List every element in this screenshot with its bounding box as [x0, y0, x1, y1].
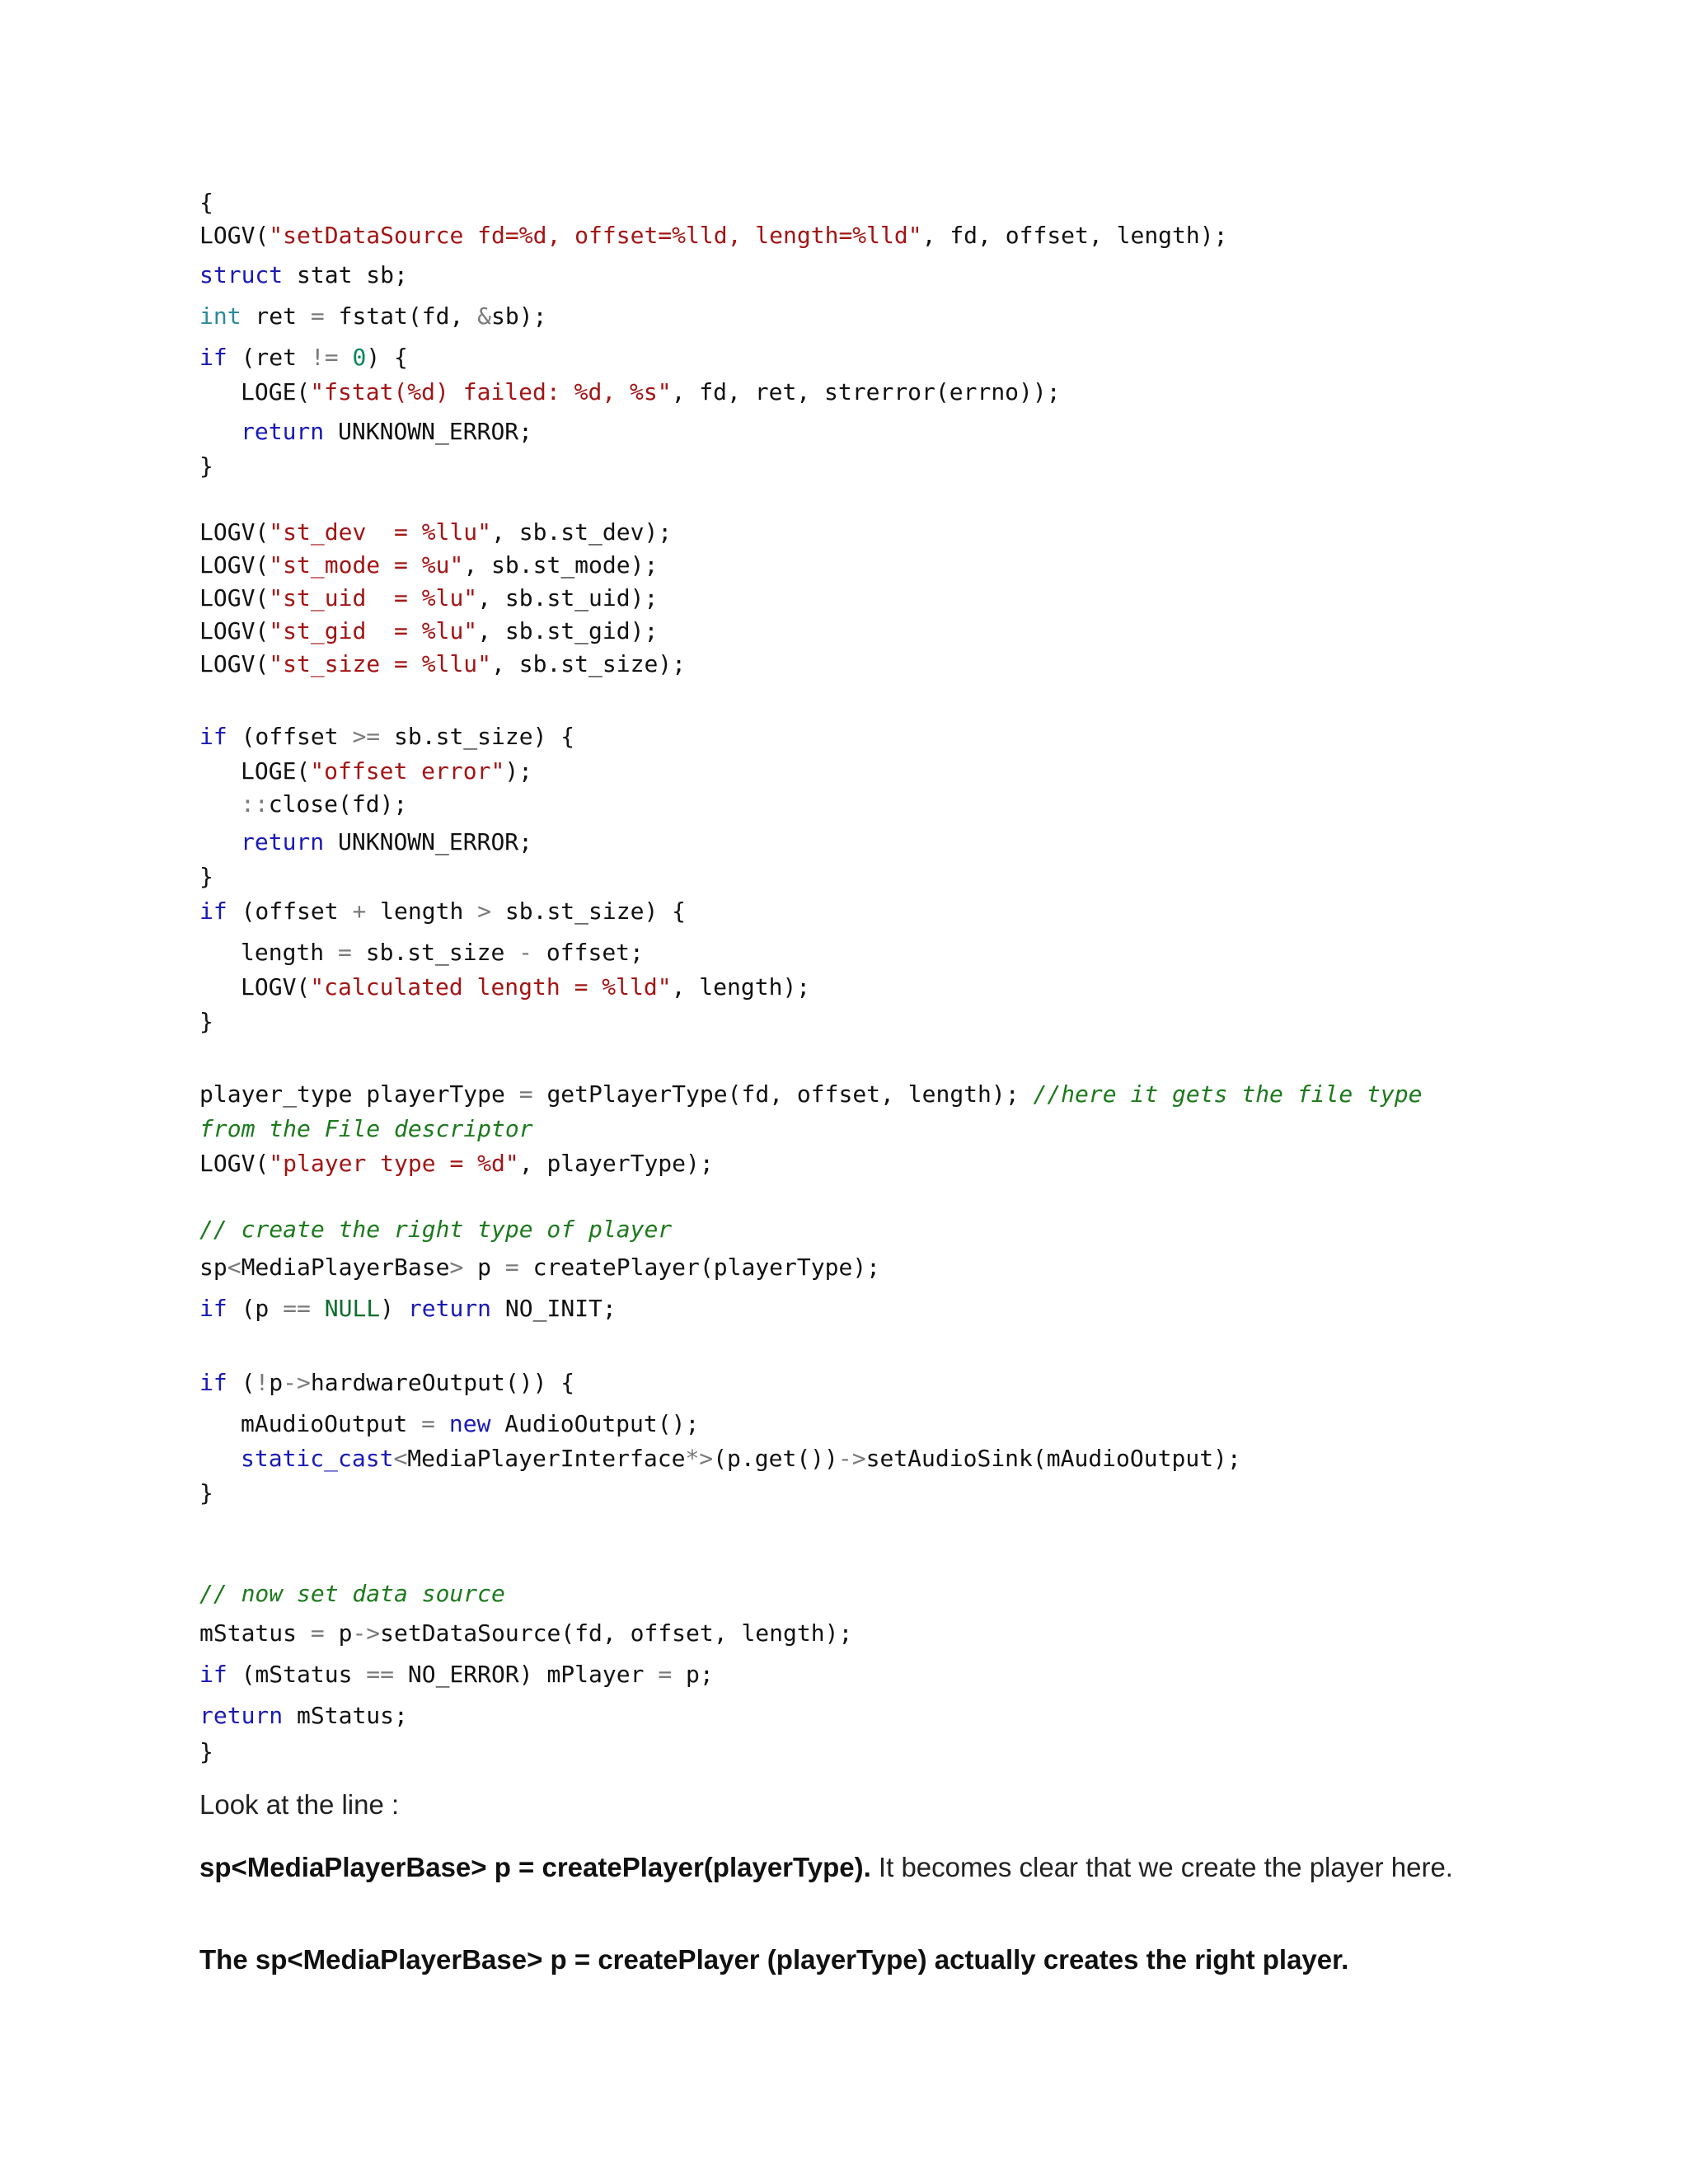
code-token: "st_uid = %lu"	[269, 584, 478, 612]
code-token: return	[241, 828, 325, 855]
code-token: "setDataSource fd=%d, offset=%lld, length=%lld"	[269, 222, 922, 249]
code-token: LOGV(	[241, 973, 311, 1001]
code-token: , sb.st_uid);	[477, 584, 659, 612]
code-line	[241, 1409, 699, 1439]
code-token: LOGV(	[199, 617, 270, 644]
code-line	[199, 1215, 672, 1244]
code-line	[241, 938, 644, 968]
code-token: }	[199, 1479, 213, 1507]
code-token: "st_size = %llu"	[269, 650, 492, 677]
code-token: // now set data source	[199, 1580, 505, 1607]
code-token: =	[310, 302, 325, 330]
code-token: (mStatus	[227, 1661, 367, 1688]
conclusion-paragraph	[199, 1945, 1617, 1975]
code-token: close(fd);	[268, 790, 408, 818]
code-reference-bold: sp<MediaPlayerBase> p = createPlayer(playerType).	[199, 1852, 871, 1882]
code-token: if	[199, 1661, 227, 1688]
code-token: ->	[283, 1369, 311, 1396]
conclusion-bold: The sp<MediaPlayerBase> p = createPlayer (playerType) actually creates the right player.	[199, 1944, 1349, 1975]
code-token: if	[199, 1369, 227, 1396]
code-line	[241, 1444, 1241, 1474]
code-token: !	[255, 1369, 270, 1396]
code-line	[241, 790, 407, 819]
code-token: ) {	[366, 344, 408, 371]
code-token: );	[504, 757, 533, 785]
code-token: player_type playerType	[199, 1080, 519, 1108]
code-token: static_cast	[241, 1445, 394, 1472]
code-token: , fd, offset, length);	[921, 222, 1228, 249]
code-token: return	[241, 418, 325, 445]
code-token: from the File descriptor	[199, 1115, 533, 1142]
code-line	[199, 1080, 1422, 1109]
code-token: AudioOutput();	[490, 1410, 700, 1437]
explanation-text: It becomes clear that we create the player here.	[870, 1852, 1453, 1882]
code-token: =	[338, 939, 352, 966]
code-token: "fstat(%d) failed: %d, %s"	[310, 378, 672, 405]
code-line	[241, 377, 1061, 407]
look-at-line-text: Look at the line :	[199, 1789, 400, 1820]
code-line	[199, 518, 672, 547]
code-line	[199, 1368, 574, 1398]
code-token: "st_gid = %lu"	[269, 617, 478, 644]
code-token: =	[504, 1254, 519, 1281]
code-token: "st_mode = %u"	[269, 551, 464, 579]
code-line	[199, 1253, 880, 1282]
code-token: NO_INIT;	[491, 1295, 617, 1322]
code-token: }	[199, 1008, 213, 1035]
code-token: "st_dev = %llu"	[269, 518, 492, 546]
code-token: "calculated length = %lld"	[310, 973, 672, 1001]
code-token: NULL	[324, 1295, 381, 1322]
code-token: ret	[241, 302, 311, 330]
code-line	[199, 1660, 714, 1690]
explanation-paragraph	[199, 1853, 1518, 1882]
code-token: return	[199, 1702, 284, 1729]
code-token: >	[449, 1254, 464, 1281]
code-line	[199, 862, 213, 892]
code-token: (	[227, 1369, 256, 1396]
code-line	[199, 1619, 852, 1648]
code-token: , playerType);	[518, 1150, 714, 1177]
code-token: UNKNOWN_ERROR;	[324, 418, 533, 445]
code-token: offset;	[532, 939, 644, 966]
code-token: , length);	[671, 973, 811, 1001]
code-token: >=	[352, 723, 381, 750]
code-token: =	[518, 1080, 533, 1108]
code-line	[199, 1737, 213, 1767]
code-token: sb.st_size	[351, 939, 519, 966]
code-token: <	[227, 1254, 241, 1281]
code-token: int	[199, 302, 241, 330]
code-line	[199, 1007, 213, 1037]
code-token: =	[310, 1619, 325, 1647]
code-token: }	[199, 863, 213, 890]
code-token: if	[199, 898, 227, 925]
code-line	[199, 722, 574, 752]
code-token: p;	[672, 1661, 714, 1688]
code-token: ::	[241, 790, 269, 818]
code-token: (ret	[227, 344, 311, 371]
code-line	[199, 1149, 714, 1179]
code-token: , sb.st_gid);	[477, 617, 659, 644]
code-token: (p.get())	[713, 1445, 838, 1472]
code-line	[199, 1701, 408, 1731]
code-token: LOGE(	[241, 757, 311, 785]
code-token: length	[241, 939, 339, 966]
code-token	[339, 344, 353, 371]
code-token: stat sb;	[283, 261, 408, 288]
code-token: -	[518, 939, 533, 966]
code-token: >	[477, 898, 492, 925]
code-token: //here it gets the file type	[1033, 1080, 1423, 1108]
code-token: MediaPlayerBase	[241, 1254, 450, 1281]
code-line	[199, 188, 213, 218]
code-token: LOGV(	[199, 518, 270, 546]
code-token: *>	[685, 1445, 714, 1472]
code-token: LOGV(	[199, 650, 270, 677]
code-token: }	[199, 1738, 213, 1765]
code-token: )	[380, 1295, 408, 1322]
code-token: "player type = %d"	[269, 1150, 519, 1177]
code-token: setDataSource(fd, offset, length);	[380, 1619, 853, 1647]
code-line	[199, 1114, 533, 1144]
code-token: LOGV(	[199, 584, 270, 612]
code-token: UNKNOWN_ERROR;	[324, 828, 533, 855]
code-token: , sb.st_size);	[491, 650, 687, 677]
code-line	[199, 1479, 213, 1508]
code-token: sp	[199, 1254, 227, 1281]
code-token: , sb.st_dev);	[491, 518, 673, 546]
code-line	[241, 827, 532, 857]
code-line	[199, 583, 658, 613]
code-token: , sb.st_mode);	[463, 551, 659, 579]
code-token	[311, 1295, 325, 1322]
code-token	[435, 1410, 449, 1437]
code-token: LOGV(	[199, 551, 270, 579]
code-token: LOGE(	[241, 378, 311, 405]
code-token: setAudioSink(mAudioOutput);	[865, 1445, 1241, 1472]
code-token: hardwareOutput()) {	[310, 1369, 575, 1396]
code-token: (p	[227, 1295, 284, 1322]
code-line	[199, 897, 686, 926]
code-line	[199, 260, 408, 290]
code-token: LOGV(	[199, 222, 270, 249]
code-token: MediaPlayerInterface	[407, 1445, 686, 1472]
code-line	[199, 649, 686, 679]
code-token: !=	[310, 344, 339, 371]
code-token: {	[199, 189, 213, 216]
code-token: mStatus	[199, 1619, 311, 1647]
code-token: =	[421, 1410, 436, 1437]
code-token: =	[658, 1661, 673, 1688]
code-token: fstat(fd,	[324, 302, 478, 330]
code-token: 0	[352, 344, 367, 371]
code-line	[199, 221, 1227, 251]
code-token: return	[407, 1295, 492, 1322]
code-token: sb.st_size) {	[380, 723, 575, 750]
code-token: +	[352, 898, 367, 925]
code-token: struct	[199, 261, 284, 288]
code-token: sb);	[491, 302, 547, 330]
code-token: ->	[352, 1619, 381, 1647]
code-token: , fd, ret, strerror(errno));	[671, 378, 1061, 405]
code-token: createPlayer(playerType);	[518, 1254, 881, 1281]
code-token: NO_ERROR) mPlayer	[394, 1661, 659, 1688]
code-token: mAudioOutput	[241, 1410, 422, 1437]
code-line	[199, 1579, 505, 1609]
code-token: ==	[366, 1661, 395, 1688]
code-token: p	[324, 1619, 353, 1647]
code-token: if	[199, 344, 227, 371]
code-token: ->	[837, 1445, 866, 1472]
code-token: if	[199, 1295, 227, 1322]
code-line	[241, 757, 532, 786]
code-line	[241, 417, 532, 447]
code-token: // create the right type of player	[199, 1216, 673, 1243]
code-line	[199, 551, 658, 580]
code-token: "offset error"	[310, 757, 505, 785]
code-line	[199, 302, 546, 331]
code-token: p	[269, 1369, 284, 1396]
code-token: length	[366, 898, 478, 925]
code-token: getPlayerType(fd, offset, length);	[532, 1080, 1034, 1108]
code-token: }	[199, 452, 213, 480]
code-token: (offset	[227, 898, 353, 925]
code-token: if	[199, 723, 227, 750]
code-token: sb.st_size) {	[491, 898, 687, 925]
code-line	[199, 1294, 617, 1324]
code-line	[199, 616, 658, 646]
code-line	[241, 972, 810, 1002]
code-token: &	[477, 302, 492, 330]
code-token: LOGV(	[199, 1150, 270, 1177]
code-line	[199, 343, 408, 373]
code-token: p	[463, 1254, 505, 1281]
code-token: mStatus;	[283, 1702, 408, 1729]
code-token: new	[448, 1410, 491, 1437]
code-token: (offset	[227, 723, 353, 750]
code-line	[199, 452, 213, 481]
code-token: <	[393, 1445, 408, 1472]
code-token: ==	[283, 1295, 311, 1322]
